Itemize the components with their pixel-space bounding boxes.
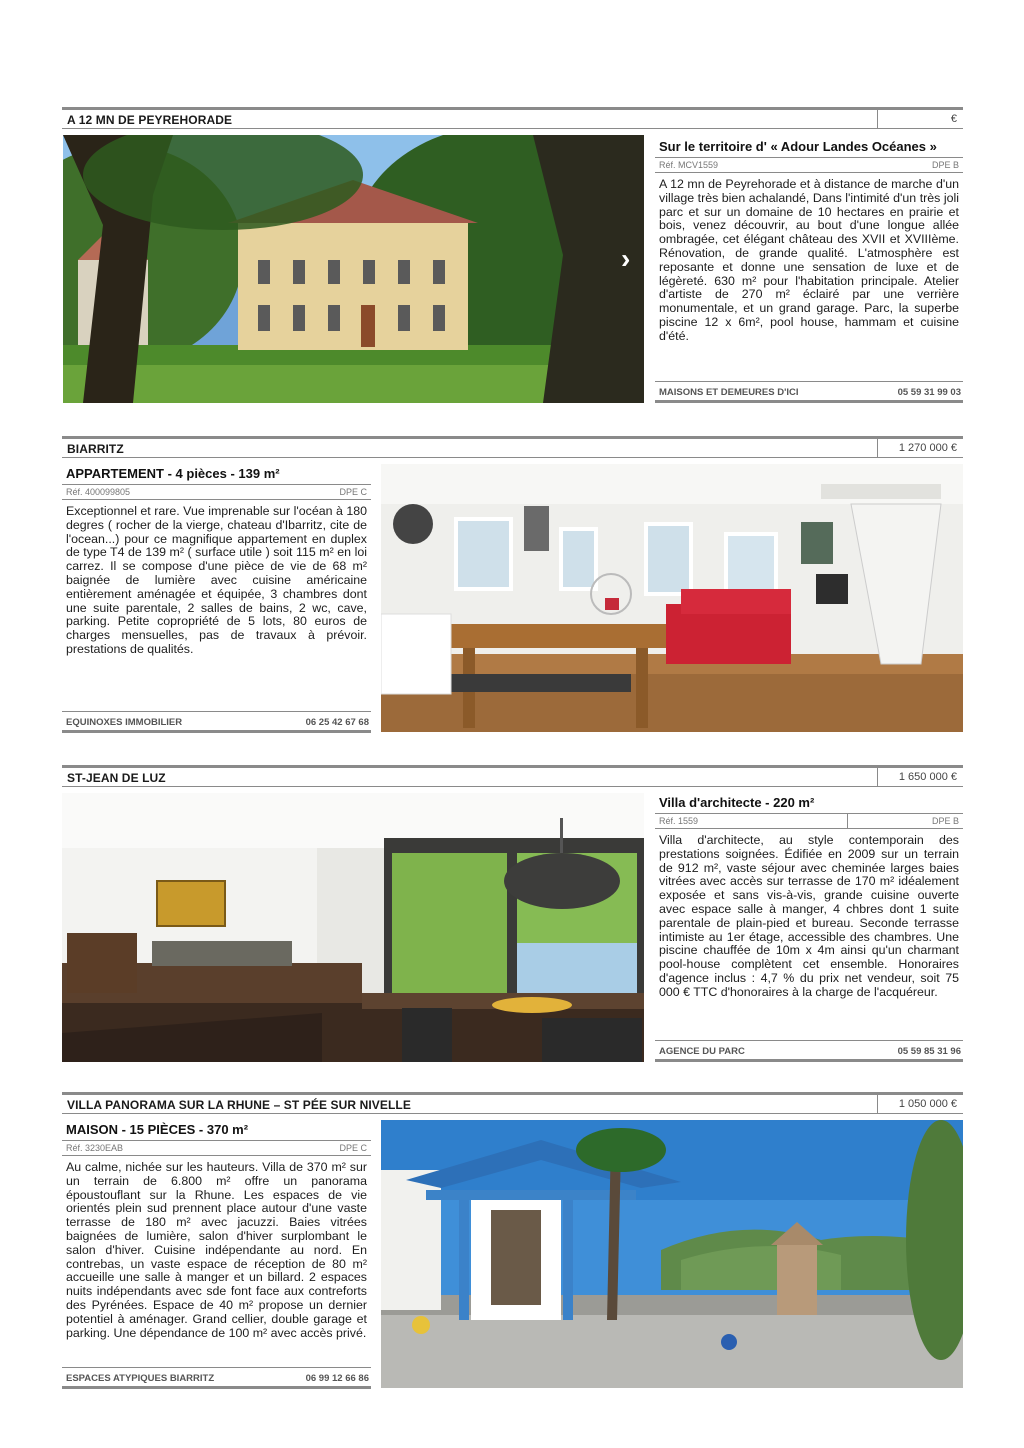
listing-header xyxy=(62,436,963,458)
listing-dpe: DPE C xyxy=(339,487,367,497)
listing-description: A 12 mn de Peyrehorade et à distance de marche d'un village très bien achalandé, Dans l'intimité d'un très joli parc et sur un domaine de 10 hectares en prairie et bois, venez découvrir, au bout d'une longue allée ombragée, cet élégant château des XVII et XVIIIème. Rénovation, de grande qualité. L'atmosphère est reposante et donne une sensation de luxe et de légèreté. 630 m² pour l'habitation principale. Atelier d'artiste de 270 m² éclairé par une verrière monumentale, et un grand garage. Parc, la superbe piscine 12 x 6m², pool house, hammam et cuisine d'été. xyxy=(659,177,959,343)
listing-footer xyxy=(62,1367,371,1389)
listing-price: 1 650 000 € xyxy=(877,768,963,786)
listing-header xyxy=(62,1092,963,1114)
listing-price: € xyxy=(877,110,963,128)
listing-photo-apartment[interactable] xyxy=(381,464,963,732)
listing-phone[interactable]: 05 59 85 31 96 xyxy=(897,1046,961,1057)
listing-location: A 12 MN DE PEYREHORADE xyxy=(67,113,233,127)
listing-info xyxy=(62,462,371,733)
listing-title: APPARTEMENT - 4 pièces - 139 m² xyxy=(62,462,371,485)
listing-ref: Réf. MCV1559 xyxy=(659,160,719,170)
listing-ref: Réf. 1559 xyxy=(659,816,699,826)
listing-dpe: DPE B xyxy=(931,816,959,826)
listing-agency[interactable]: MAISONS ET DEMEURES D'ICI xyxy=(659,387,799,398)
listing-price: 1 050 000 € xyxy=(877,1095,963,1113)
listing-ref: Réf. 400099805 xyxy=(66,487,131,497)
listing-phone[interactable]: 06 99 12 66 86 xyxy=(305,1373,369,1384)
villa-photo-illustration xyxy=(62,793,644,1062)
listing-price: 1 270 000 € xyxy=(877,439,963,457)
listing-location: BIARRITZ xyxy=(67,442,124,456)
chevron-right-icon[interactable]: › xyxy=(621,243,631,274)
listing-photo-maison[interactable] xyxy=(381,1120,963,1388)
listing-header xyxy=(62,765,963,787)
listing-dpe: DPE B xyxy=(931,160,959,170)
listing-phone[interactable]: 05 59 31 99 03 xyxy=(897,387,961,398)
listing-photo-chateau[interactable] xyxy=(63,135,644,403)
listing-ref-row xyxy=(655,814,963,829)
listing-biarritz xyxy=(62,436,963,733)
listing-agency[interactable]: ESPACES ATYPIQUES BIARRITZ xyxy=(66,1373,215,1384)
listing-info xyxy=(655,791,963,1062)
listing-st-pee-sur-nivelle xyxy=(62,1092,963,1389)
listing-footer xyxy=(655,1040,963,1062)
listing-ref-row xyxy=(62,485,371,500)
apartment-photo-illustration xyxy=(381,464,963,732)
maison-photo-illustration xyxy=(381,1120,963,1388)
listing-info xyxy=(655,135,963,403)
listing-description: Au calme, nichée sur les hauteurs. Villa de 370 m² sur un terrain de 6.800 m² offre un panorama époustouflant sur la Rhune. Les espaces de vie orientés plein sud prennent place autour d'une vaste terrasse de 180 m² avec jacuzzi. Baies vitrées baignées de lumière, salon d'hiver surplombant le salon d'hiver. Cuisine indépendante au nord. En contrebas, un vaste espace de réception de 80 m² accueille une salle à manger et un billard. 2 espaces nuits indépendants avec sde font face aux contreforts des Pyrénées. Espace de 40 m² propose un dernier potentiel à aménager. Grand cellier, double garage et parking. Une dépendance de 100 m² avec accès privé. xyxy=(66,1160,367,1340)
listing-phone[interactable]: 06 25 42 67 68 xyxy=(305,717,369,728)
listing-footer xyxy=(655,381,963,403)
listing-header xyxy=(62,107,963,129)
listing-agency[interactable]: AGENCE DU PARC xyxy=(659,1046,745,1057)
listing-title: Villa d'architecte - 220 m² xyxy=(655,791,963,814)
listing-photo-villa[interactable] xyxy=(62,793,644,1062)
listing-ref: Réf. 3230EAB xyxy=(66,1143,124,1153)
listing-description: Villa d'architecte, au style contemporain des prestations soignées. Édifiée en 2009 sur un terrain de 912 m², vaste séjour avec cheminée larges baies vitrées avec accès sur terrasse de 170 m² idéalement exposée et sans vis-à-vis, grande cuisine ouverte avec espace salle à manger, 4 chbres dont 1 suite parentale de plain-pied et bureau. Seconde terrasse intimiste au 1er étage, accessible des chambres. Une piscine chauffée de 10m x 4m ainsi qu'un charmant pool-house complètent cet ensemble. Honoraires d'agence inclus : 4,7 % du prix net vendeur, soit 75 000 € TTC d'honoraires à la charge de l'acquéreur. xyxy=(659,833,959,999)
listing-description: Exceptionnel et rare. Vue imprenable sur l'océan à 180 degres ( rocher de la vierge, chateau d'Ibarritz, cite de l'ocean...) pour ce magnifique appartement en duplex de type T4 de 139 m² ( surface utile ) soit 115 m² en loi carrez. Il se compose d'une pièce de vie de 68 m² baignée de lumière avec cuisine américaine entièrement aménagée et équipée, 3 chambres dont une suite parentale, 2 salles de bains, 2 wc, cave, parking. Petite copropriété de 5 lots, 80 euros de charges mensuelles, pas de travaux à prévoir. prestations de qualités. xyxy=(66,504,367,656)
listing-agency[interactable]: EQUINOXES IMMOBILIER xyxy=(66,717,183,728)
listing-footer xyxy=(62,711,371,733)
listing-st-jean-de-luz xyxy=(62,765,963,1062)
listing-peyrehorade xyxy=(62,107,963,403)
listing-dpe: DPE C xyxy=(339,1143,367,1153)
listing-title: Sur le territoire d' « Adour Landes Océanes » xyxy=(655,135,963,158)
listing-ref-row xyxy=(62,1141,371,1156)
listing-location: ST-JEAN DE LUZ xyxy=(67,771,166,785)
listing-location: VILLA PANORAMA SUR LA RHUNE – ST PÉE SUR NIVELLE xyxy=(67,1098,411,1112)
listing-title: MAISON - 15 PIÈCES - 370 m² xyxy=(62,1118,371,1141)
chateau-photo-illustration xyxy=(63,135,644,403)
listing-ref-row xyxy=(655,158,963,173)
listing-info xyxy=(62,1118,371,1389)
